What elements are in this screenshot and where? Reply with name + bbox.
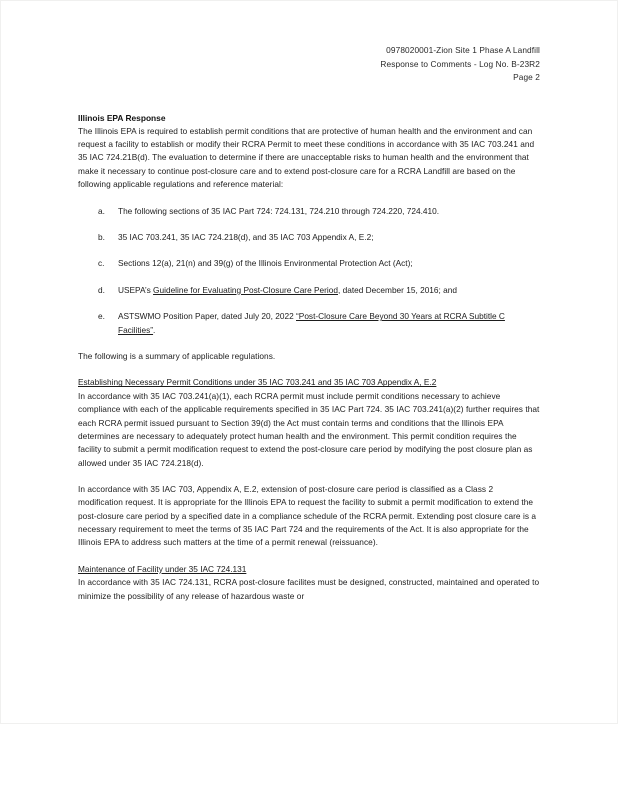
page-content xyxy=(78,44,540,603)
header-line-page-number: Page 2 xyxy=(513,72,540,82)
list-item-text-pre: ASTSWMO Position Paper, dated July 20, 2022 xyxy=(118,311,297,322)
list-item-text: Sections 12(a), 21(n) and 39(g) of the Illinois Environmental Protection Act (Act); xyxy=(118,258,413,269)
list-item-text-post: , dated December 15, 2016; and xyxy=(337,284,457,295)
list-item-text-post: . xyxy=(153,324,156,335)
page-header xyxy=(78,44,540,85)
list-item xyxy=(78,231,540,244)
list-marker: a. xyxy=(98,205,105,216)
list-marker: e. xyxy=(98,311,105,322)
list-item xyxy=(78,310,540,337)
section-heading-illinois-epa-response: Illinois EPA Response xyxy=(78,112,166,123)
paragraph-intro: The Illinois EPA is required to establish permit conditions that are protective of human health and the environment and can request a facility to establish or modify their RCRA Permit to meet these conditions in accordance with 35 IAC 703.241 and 35 IAC 724.21B(d). The evaluation to determine if there are unacceptable risks to human health and the environment that make it necessary to continue post-closure care and to extend post-closure care for a RCRA Landfill are based on the following applicable regulations and reference material: xyxy=(78,125,535,190)
list-item-text-underlined: Guideline for Evaluating Post-Closure Care Period xyxy=(153,284,338,295)
list-marker: b. xyxy=(98,231,105,242)
paragraph-establishing-1: In accordance with 35 IAC 703.241(a)(1), each RCRA permit must include permit conditions necessary to achieve compliance with each of the applicable requirements specified in 35 IAC Part 724. 35 IAC 703.241(a)(2) further requires that each RCRA permit issued pursuant to Section 39(d) the Act must contain terms and conditions that the Illinois EPA determines are necessary to adequately protect human health and the environment. This permit condition requires the facility to submit a permit modification request to extend the post-closure care period by modifying the post closure plan as allowed under 35 IAC 724.218(d). xyxy=(78,390,540,468)
list-marker: c. xyxy=(98,258,105,269)
list-item-text-underlined: “Post-Closure Care Beyond 30 Years at RCRA Subtitle C Facilities” xyxy=(118,311,505,335)
subheading-maintenance-of-facility: Maintenance of Facility under 35 IAC 724.131 xyxy=(78,563,247,574)
list-item xyxy=(78,257,540,270)
list-item-text: 35 IAC 703.241, 35 IAC 724.218(d), and 35 IAC 703 Appendix A, E.2; xyxy=(118,231,374,242)
paragraph-establishing-2: In accordance with 35 IAC 703, Appendix A, E.2, extension of post-closure care period is classified as a Class 2 modification request. It is appropriate for the Illinois EPA to request the facility to submit a permit modification to extend the post-closure care period by a specified date in a compliance schedule of the RCRA permit. Extending post closure care is a necessary requirement to meet the terms of 35 IAC Part 724 and the requirements of the Act. It is also appropriate for the Illinois EPA to address such matters at the time of a permit renewal (reissuance). xyxy=(78,483,537,548)
list-item-text-pre: USEPA’s xyxy=(118,284,154,295)
subheading-establishing-permit-conditions: Establishing Necessary Permit Conditions under 35 IAC 703.241 and 35 IAC 703 Appendix A, E.2 xyxy=(78,377,437,388)
paragraph-summary-lead: The following is a summary of applicable regulations. xyxy=(78,350,276,361)
list-item xyxy=(78,205,540,218)
list-item-text: The following sections of 35 IAC Part 724: 724.131, 724.210 through 724.220, 724.410. xyxy=(118,205,440,216)
regulations-list xyxy=(78,205,540,337)
header-line-project: 0978020001-Zion Site 1 Phase A Landfill xyxy=(386,45,540,55)
header-line-response: Response to Comments - Log No. B-23R2 xyxy=(380,58,540,69)
list-marker: d. xyxy=(98,284,105,295)
page-bottom-margin xyxy=(0,724,618,800)
paragraph-maintenance: In accordance with 35 IAC 724.131, RCRA post-closure facilites must be designed, constructed, maintained and operated to minimize the possibility of any release of hazardous waste or xyxy=(78,577,540,601)
list-item xyxy=(78,284,540,297)
